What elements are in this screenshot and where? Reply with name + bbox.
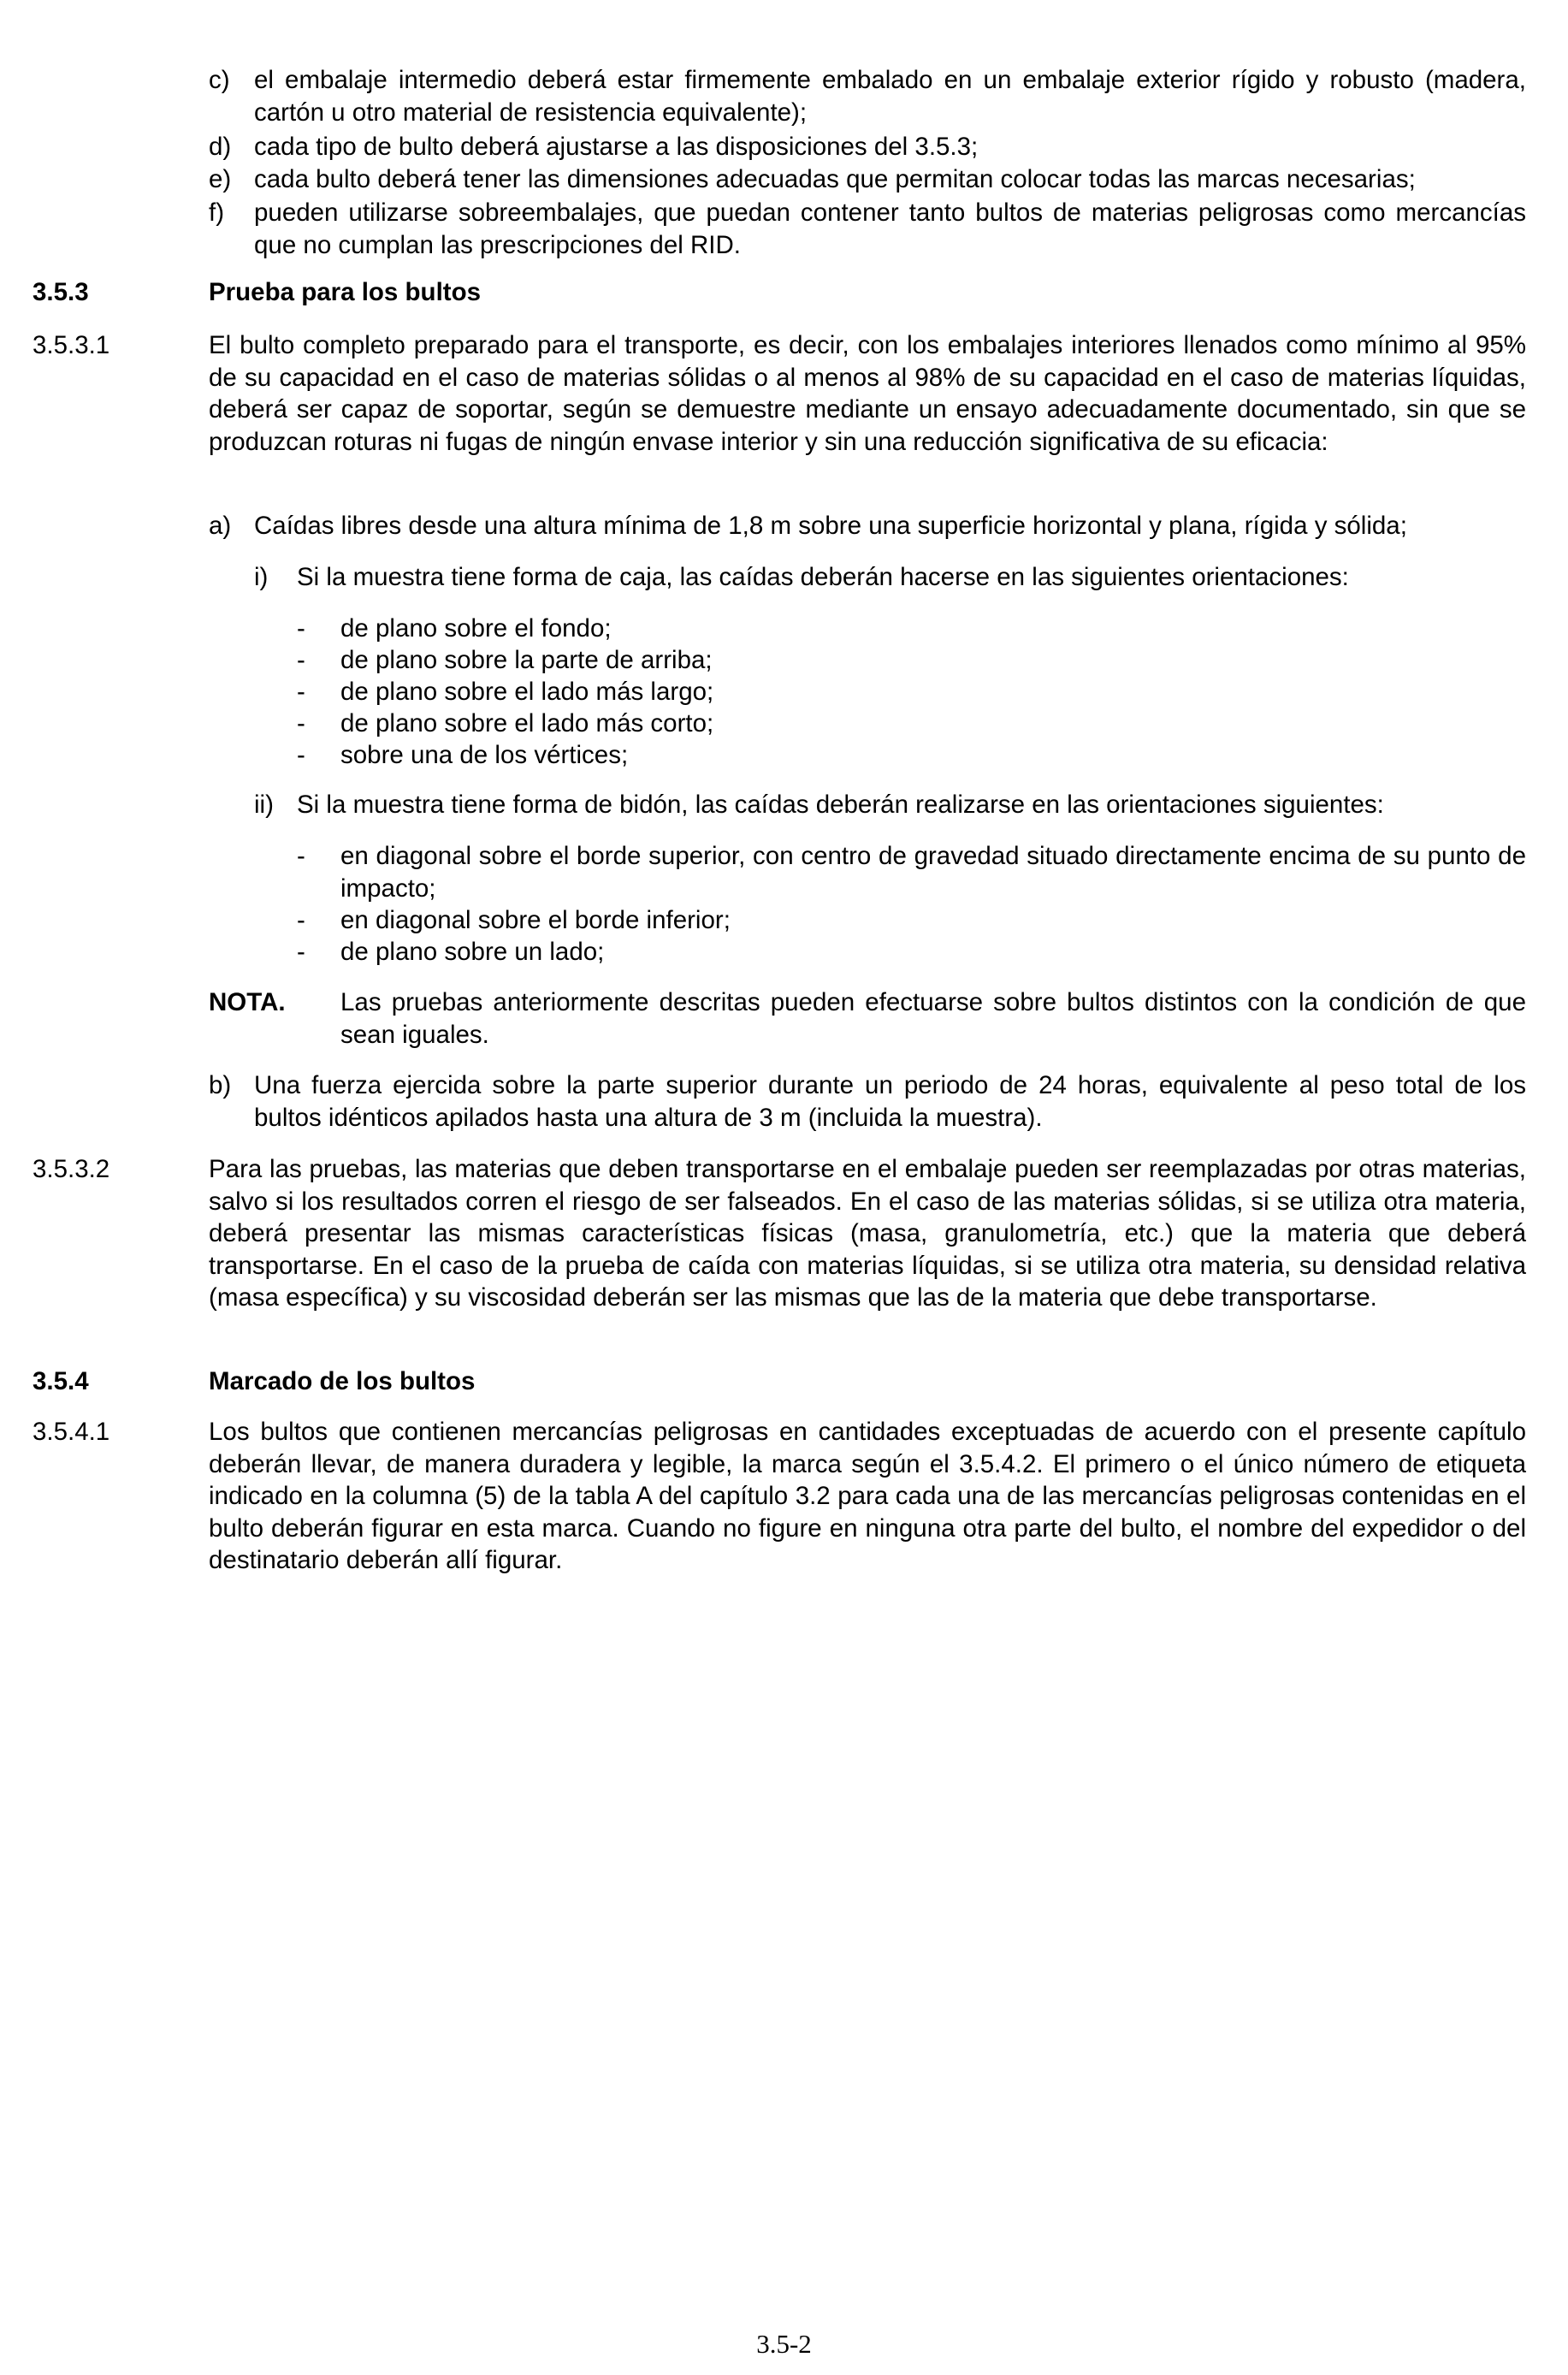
list-label-d: d)	[209, 133, 232, 161]
list-item-a-text: Caídas libres desde una altura mínima de 1,8 m sobre una superficie horizontal y plana, rígida y sólida;	[254, 512, 1407, 540]
list-item-d-text: cada tipo de bulto deberá ajustarse a las disposiciones del 3.5.3;	[254, 133, 979, 161]
note-label: NOTA.	[209, 988, 286, 1016]
list-item-i-2	[340, 644, 1526, 677]
list-item-ii-2	[340, 904, 1526, 937]
list-item-c	[254, 64, 1526, 128]
list-item-ii-text: Si la muestra tiene forma de bidón, las caídas deberán realizarse en las orientaciones siguientes:	[297, 791, 1384, 819]
list-item-i-4-text: de plano sobre el lado más corto;	[340, 709, 714, 737]
list-item-c-text: el embalaje intermedio deberá estar firmemente embalado en un embalaje exterior rígido y robusto (madera, cartón u otro material de resistencia equivalente);	[254, 66, 1526, 127]
note	[340, 986, 1526, 1051]
list-item-i-3-text: de plano sobre el lado más largo;	[340, 678, 714, 706]
list-item-ii-1-text: en diagonal sobre el borde superior, con centro de gravedad situado directamente encima de su punto de impacto;	[340, 842, 1526, 903]
paragraph-3-5-4-1-text: Los bultos que contienen mercancías peligrosas en cantidades exceptuadas de acuerdo con el presente capítulo deberán llevar, de manera duradera y legible, la marca según el 3.5.4.2. El primero o el único número de etiqueta indicado en la columna (5) de la tabla A del capítulo 3.2 para cada una de las mercancías peligrosas contenidas en el bulto deberán figurar en esta marca. Cuando no figure en ninguna otra parte del bulto, el nombre del expedidor o del destinatario deberán allí figurar.	[209, 1418, 1526, 1574]
note-text: Las pruebas anteriormente descritas pueden efectuarse sobre bultos distintos con la condición de que sean iguales.	[340, 988, 1526, 1049]
list-item-e-text: cada bulto deberá tener las dimensiones adecuadas que permitan colocar todas las marcas necesarias;	[254, 165, 1416, 193]
section-number-3-5-3: 3.5.3	[33, 278, 89, 306]
section-number-3-5-4-1: 3.5.4.1	[33, 1418, 110, 1446]
paragraph-3-5-4-1	[209, 1416, 1526, 1577]
dash-i-1: -	[297, 614, 305, 643]
dash-ii-2: -	[297, 906, 305, 934]
list-label-c: c)	[209, 66, 230, 94]
list-item-ii-1	[340, 840, 1526, 904]
page-number: 3.5-2	[756, 2329, 812, 2359]
paragraph-3-5-3-1	[209, 329, 1526, 458]
section-number-3-5-3-2: 3.5.3.2	[33, 1155, 110, 1183]
dash-i-4: -	[297, 709, 305, 737]
list-item-d	[254, 131, 1526, 163]
list-item-i-5-text: sobre una de los vértices;	[340, 741, 629, 769]
section-title-3-5-3: Prueba para los bultos	[209, 278, 482, 306]
dash-ii-3: -	[297, 938, 305, 966]
section-number-3-5-4: 3.5.4	[33, 1367, 89, 1395]
list-item-f	[254, 197, 1526, 261]
list-item-b-text: Una fuerza ejercida sobre la parte superior durante un periodo de 24 horas, equivalente al peso total de los bultos idénticos apilados hasta una altura de 3 m (incluida la muestra).	[254, 1071, 1526, 1132]
list-item-i-5	[340, 739, 1526, 772]
list-item-i-1	[340, 613, 1526, 645]
paragraph-3-5-3-2	[209, 1153, 1526, 1314]
list-item-i-4	[340, 708, 1526, 740]
dash-i-2: -	[297, 646, 305, 674]
list-label-ii: ii)	[254, 791, 274, 819]
paragraph-3-5-3-1-text: El bulto completo preparado para el transporte, es decir, con los embalajes interiores llenados como mínimo al 95% de su capacidad en el caso de materias sólidas o al menos al 98% de su capacidad en el caso de materias líquidas, deberá ser capaz de soportar, según se demuestre mediante un ensayo adecuadamente documentado, sin que se produzcan roturas ni fugas de ningún envase interior y sin una reducción significativa de su eficacia:	[209, 331, 1526, 456]
list-label-e: e)	[209, 165, 232, 193]
list-label-i: i)	[254, 563, 269, 591]
list-item-e	[254, 163, 1526, 196]
list-item-f-text: pueden utilizarse sobreembalajes, que puedan contener tanto bultos de materias peligrosas como mercancías que no cumplan las prescripciones del RID.	[254, 198, 1526, 259]
list-label-f: f)	[209, 198, 225, 227]
list-item-i-text: Si la muestra tiene forma de caja, las caídas deberán hacerse en las siguientes orientaciones:	[297, 563, 1349, 591]
dash-i-5: -	[297, 741, 305, 769]
section-number-3-5-3-1: 3.5.3.1	[33, 331, 110, 359]
list-item-ii-3	[340, 936, 1526, 968]
list-label-b: b)	[209, 1071, 232, 1099]
paragraph-3-5-3-2-text: Para las pruebas, las materias que deben transportarse en el embalaje pueden ser reemplazadas por otras materias, salvo si los resultados corren el riesgo de ser falseados. En el caso de las materias sólidas, si se utiliza otra materia, deberá presentar las mismas características físicas (masa, granulometría, etc.) que la materia que deberá transportarse. En el caso de la prueba de caída con materias líquidas, si se utiliza otra materia, su densidad relativa (masa específica) y su viscosidad deberán ser las mismas que las de la materia que debe transportarse.	[209, 1155, 1526, 1312]
list-label-a: a)	[209, 512, 232, 540]
list-item-i-3	[340, 676, 1526, 708]
list-item-ii	[297, 789, 1526, 821]
dash-ii-1: -	[297, 842, 305, 870]
list-item-b	[254, 1069, 1526, 1134]
list-item-ii-2-text: en diagonal sobre el borde inferior;	[340, 906, 731, 934]
section-title-3-5-4: Marcado de los bultos	[209, 1367, 476, 1395]
dash-i-3: -	[297, 678, 305, 706]
list-item-ii-3-text: de plano sobre un lado;	[340, 938, 605, 966]
list-item-i-2-text: de plano sobre la parte de arriba;	[340, 646, 713, 674]
list-item-i-1-text: de plano sobre el fondo;	[340, 614, 612, 643]
list-item-a	[254, 510, 1526, 542]
list-item-i	[297, 561, 1526, 594]
